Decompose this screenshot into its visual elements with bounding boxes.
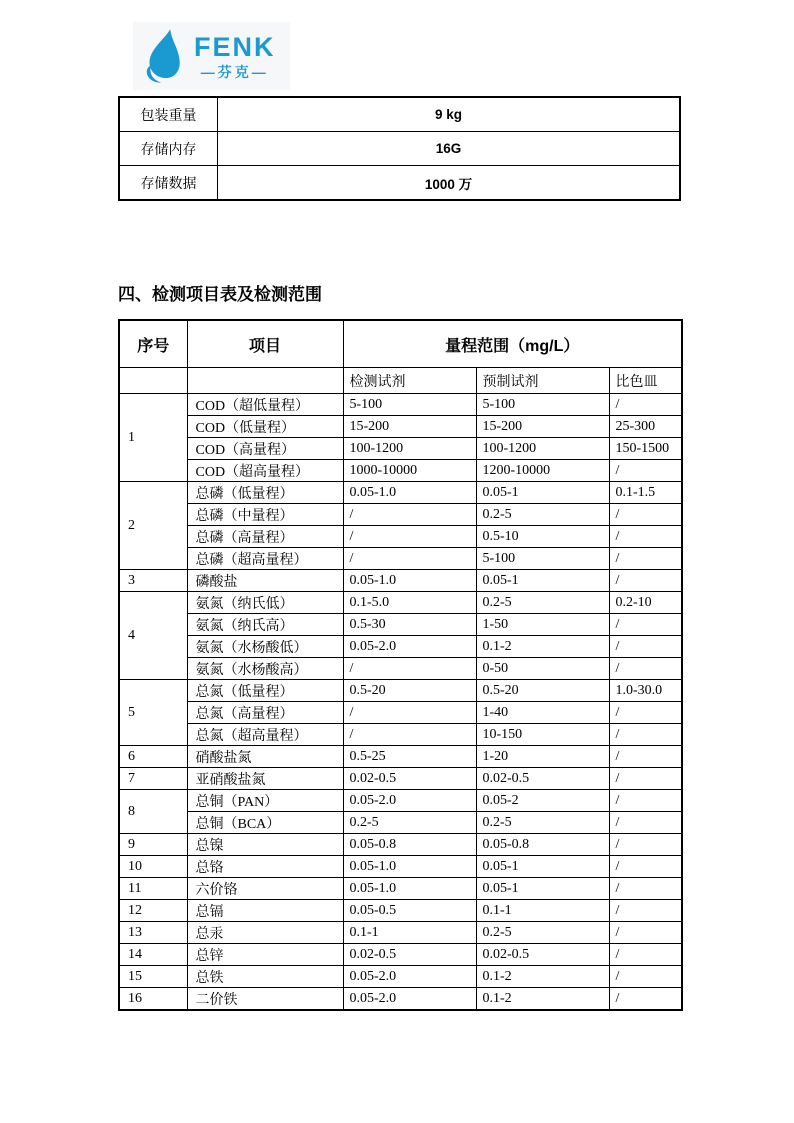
cell-cuvette-range: / bbox=[609, 790, 682, 812]
cell-serial-number: 7 bbox=[119, 768, 187, 790]
cell-serial-number: 4 bbox=[119, 592, 187, 680]
table-row bbox=[119, 636, 682, 658]
cell-serial-number: 12 bbox=[119, 900, 187, 922]
cell-reagent-range: 1000-10000 bbox=[343, 460, 476, 482]
cell-reagent-range: 0.2-5 bbox=[343, 812, 476, 834]
cell-premade-range: 0.1-1 bbox=[476, 900, 609, 922]
table-row bbox=[119, 526, 682, 548]
table-row bbox=[119, 614, 682, 636]
table-row bbox=[119, 680, 682, 702]
cell-item: 总氮（高量程） bbox=[187, 702, 343, 724]
cell-cuvette-range: / bbox=[609, 944, 682, 966]
cell-reagent-range: / bbox=[343, 504, 476, 526]
cell-cuvette-range: / bbox=[609, 394, 682, 416]
table-row bbox=[119, 97, 680, 132]
cell-reagent-range: 0.1-5.0 bbox=[343, 592, 476, 614]
cell-item: COD（超高量程） bbox=[187, 460, 343, 482]
cell-cuvette-range: / bbox=[609, 460, 682, 482]
cell-premade-range: 0.05-1 bbox=[476, 570, 609, 592]
table-row bbox=[119, 166, 680, 201]
cell-item: 氨氮（水杨酸高） bbox=[187, 658, 343, 680]
table-row bbox=[119, 416, 682, 438]
cell-reagent-range: 0.05-2.0 bbox=[343, 966, 476, 988]
cell-cuvette-range: / bbox=[609, 570, 682, 592]
cell-serial-number: 14 bbox=[119, 944, 187, 966]
cell-item: 亚硝酸盐氮 bbox=[187, 768, 343, 790]
cell-cuvette-range: / bbox=[609, 768, 682, 790]
cell-reagent-range: 0.05-1.0 bbox=[343, 570, 476, 592]
table-row bbox=[119, 790, 682, 812]
section-heading: 四、检测项目表及检测范围 bbox=[118, 285, 322, 304]
cell-reagent-range: / bbox=[343, 548, 476, 570]
cell-item: COD（超低量程） bbox=[187, 394, 343, 416]
cell-cuvette-range: / bbox=[609, 746, 682, 768]
cell-reagent-range: 100-1200 bbox=[343, 438, 476, 460]
cell-reagent-range: 15-200 bbox=[343, 416, 476, 438]
table-row bbox=[119, 834, 682, 856]
subheader-empty-cell bbox=[187, 368, 343, 394]
table-row bbox=[119, 394, 682, 416]
cell-premade-range: 0.1-2 bbox=[476, 636, 609, 658]
cell-premade-range: 0.02-0.5 bbox=[476, 944, 609, 966]
table-row bbox=[119, 504, 682, 526]
cell-cuvette-range: 0.1-1.5 bbox=[609, 482, 682, 504]
table-row bbox=[119, 702, 682, 724]
header-serial-number: 序号 bbox=[119, 320, 187, 368]
cell-item: 总汞 bbox=[187, 922, 343, 944]
cell-item: 硝酸盐氮 bbox=[187, 746, 343, 768]
spec-value: 16G bbox=[218, 132, 681, 166]
cell-item: 氨氮（水杨酸低） bbox=[187, 636, 343, 658]
cell-premade-range: 15-200 bbox=[476, 416, 609, 438]
spec-label: 包装重量 bbox=[119, 97, 218, 132]
cell-reagent-range: 0.5-30 bbox=[343, 614, 476, 636]
cell-premade-range: 1-20 bbox=[476, 746, 609, 768]
cell-item: 总镉 bbox=[187, 900, 343, 922]
cell-premade-range: 1-50 bbox=[476, 614, 609, 636]
brand-name-chinese: —芬克— bbox=[200, 63, 269, 80]
table-row bbox=[119, 878, 682, 900]
cell-item: 总磷（低量程） bbox=[187, 482, 343, 504]
table-row bbox=[119, 482, 682, 504]
table-row bbox=[119, 658, 682, 680]
cell-premade-range: 0.05-1 bbox=[476, 856, 609, 878]
cell-cuvette-range: / bbox=[609, 834, 682, 856]
cell-item: 总氮（低量程） bbox=[187, 680, 343, 702]
cell-premade-range: 5-100 bbox=[476, 394, 609, 416]
cell-reagent-range: 0.05-0.5 bbox=[343, 900, 476, 922]
cell-premade-range: 0.05-1 bbox=[476, 878, 609, 900]
cell-serial-number: 13 bbox=[119, 922, 187, 944]
cell-serial-number: 15 bbox=[119, 966, 187, 988]
cell-serial-number: 16 bbox=[119, 988, 187, 1011]
spec-value: 1000 万 bbox=[218, 166, 681, 201]
spec-table bbox=[118, 96, 681, 201]
table-row bbox=[119, 922, 682, 944]
cell-reagent-range: 0.05-2.0 bbox=[343, 790, 476, 812]
spec-label: 存储数据 bbox=[119, 166, 218, 201]
table-row bbox=[119, 438, 682, 460]
cell-serial-number: 2 bbox=[119, 482, 187, 570]
water-drop-icon bbox=[141, 27, 187, 85]
cell-serial-number: 10 bbox=[119, 856, 187, 878]
cell-item: COD（低量程） bbox=[187, 416, 343, 438]
cell-reagent-range: 0.05-2.0 bbox=[343, 636, 476, 658]
cell-cuvette-range: 1.0-30.0 bbox=[609, 680, 682, 702]
cell-item: 总铜（BCA） bbox=[187, 812, 343, 834]
table-row bbox=[119, 460, 682, 482]
table-row bbox=[119, 856, 682, 878]
cell-cuvette-range: / bbox=[609, 856, 682, 878]
cell-reagent-range: 0.05-1.0 bbox=[343, 856, 476, 878]
cell-item: 二价铁 bbox=[187, 988, 343, 1011]
cell-cuvette-range: / bbox=[609, 724, 682, 746]
cell-premade-range: 1200-10000 bbox=[476, 460, 609, 482]
cell-premade-range: 0.1-2 bbox=[476, 988, 609, 1011]
cell-reagent-range: 0.5-20 bbox=[343, 680, 476, 702]
cell-cuvette-range: / bbox=[609, 658, 682, 680]
detection-table-body bbox=[119, 394, 682, 1011]
cell-item: 总氮（超高量程） bbox=[187, 724, 343, 746]
cell-reagent-range: / bbox=[343, 702, 476, 724]
cell-premade-range: 0-50 bbox=[476, 658, 609, 680]
subheader-reagent: 检测试剂 bbox=[343, 368, 476, 394]
cell-premade-range: 100-1200 bbox=[476, 438, 609, 460]
table-row bbox=[119, 944, 682, 966]
cell-serial-number: 6 bbox=[119, 746, 187, 768]
spec-value: 9 kg bbox=[218, 97, 681, 132]
cell-serial-number: 1 bbox=[119, 394, 187, 482]
cell-serial-number: 9 bbox=[119, 834, 187, 856]
cell-item: 总铬 bbox=[187, 856, 343, 878]
cell-cuvette-range: / bbox=[609, 966, 682, 988]
cell-reagent-range: 0.5-25 bbox=[343, 746, 476, 768]
cell-premade-range: 0.1-2 bbox=[476, 966, 609, 988]
cell-cuvette-range: / bbox=[609, 636, 682, 658]
table-row bbox=[119, 900, 682, 922]
spec-label: 存储内存 bbox=[119, 132, 218, 166]
cell-item: 总铁 bbox=[187, 966, 343, 988]
table-row bbox=[119, 768, 682, 790]
header-item: 项目 bbox=[187, 320, 343, 368]
cell-item: 磷酸盐 bbox=[187, 570, 343, 592]
cell-reagent-range: / bbox=[343, 526, 476, 548]
table-row bbox=[119, 548, 682, 570]
cell-item: 六价铬 bbox=[187, 878, 343, 900]
table-row bbox=[119, 966, 682, 988]
cell-serial-number: 3 bbox=[119, 570, 187, 592]
cell-serial-number: 8 bbox=[119, 790, 187, 834]
cell-premade-range: 10-150 bbox=[476, 724, 609, 746]
cell-premade-range: 0.2-5 bbox=[476, 812, 609, 834]
cell-premade-range: 0.05-1 bbox=[476, 482, 609, 504]
cell-reagent-range: 0.05-1.0 bbox=[343, 878, 476, 900]
detection-table bbox=[118, 319, 683, 1011]
cell-premade-range: 0.5-20 bbox=[476, 680, 609, 702]
table-row bbox=[119, 812, 682, 834]
cell-premade-range: 0.02-0.5 bbox=[476, 768, 609, 790]
cell-reagent-range: 0.02-0.5 bbox=[343, 768, 476, 790]
table-subheader-row bbox=[119, 368, 682, 394]
cell-cuvette-range: / bbox=[609, 526, 682, 548]
cell-item: 总磷（超高量程） bbox=[187, 548, 343, 570]
table-row bbox=[119, 988, 682, 1011]
cell-item: 总铜（PAN） bbox=[187, 790, 343, 812]
cell-cuvette-range: / bbox=[609, 504, 682, 526]
cell-item: 氨氮（纳氏高） bbox=[187, 614, 343, 636]
cell-item: 总锌 bbox=[187, 944, 343, 966]
logo-text bbox=[194, 31, 276, 80]
cell-reagent-range: / bbox=[343, 724, 476, 746]
cell-item: 总磷（高量程） bbox=[187, 526, 343, 548]
cell-cuvette-range: / bbox=[609, 812, 682, 834]
subheader-empty-cell bbox=[119, 368, 187, 394]
brand-name: FENK bbox=[194, 31, 276, 62]
cell-reagent-range: 5-100 bbox=[343, 394, 476, 416]
cell-cuvette-range: 150-1500 bbox=[609, 438, 682, 460]
cell-cuvette-range: / bbox=[609, 548, 682, 570]
cell-cuvette-range: / bbox=[609, 900, 682, 922]
subheader-cuvette: 比色皿 bbox=[609, 368, 682, 394]
cell-cuvette-range: / bbox=[609, 878, 682, 900]
cell-reagent-range: 0.02-0.5 bbox=[343, 944, 476, 966]
cell-serial-number: 11 bbox=[119, 878, 187, 900]
table-header-row bbox=[119, 320, 682, 368]
cell-reagent-range: 0.05-1.0 bbox=[343, 482, 476, 504]
cell-cuvette-range: / bbox=[609, 922, 682, 944]
cell-reagent-range: 0.1-1 bbox=[343, 922, 476, 944]
cell-cuvette-range: / bbox=[609, 614, 682, 636]
cell-premade-range: 0.05-2 bbox=[476, 790, 609, 812]
cell-cuvette-range: 0.2-10 bbox=[609, 592, 682, 614]
subheader-premade: 预制试剂 bbox=[476, 368, 609, 394]
cell-item: 氨氮（纳氏低） bbox=[187, 592, 343, 614]
cell-item: 总镍 bbox=[187, 834, 343, 856]
cell-reagent-range: 0.05-0.8 bbox=[343, 834, 476, 856]
table-row bbox=[119, 724, 682, 746]
cell-reagent-range: / bbox=[343, 658, 476, 680]
table-row bbox=[119, 132, 680, 166]
table-row bbox=[119, 746, 682, 768]
header-range-group: 量程范围（mg/L） bbox=[343, 320, 682, 368]
cell-serial-number: 5 bbox=[119, 680, 187, 746]
cell-premade-range: 0.2-5 bbox=[476, 504, 609, 526]
fenk-logo bbox=[133, 22, 290, 90]
cell-premade-range: 5-100 bbox=[476, 548, 609, 570]
cell-cuvette-range: 25-300 bbox=[609, 416, 682, 438]
cell-cuvette-range: / bbox=[609, 702, 682, 724]
cell-reagent-range: 0.05-2.0 bbox=[343, 988, 476, 1011]
table-row bbox=[119, 570, 682, 592]
cell-cuvette-range: / bbox=[609, 988, 682, 1011]
cell-item: 总磷（中量程） bbox=[187, 504, 343, 526]
cell-premade-range: 0.05-0.8 bbox=[476, 834, 609, 856]
cell-premade-range: 0.2-5 bbox=[476, 592, 609, 614]
cell-premade-range: 0.5-10 bbox=[476, 526, 609, 548]
cell-premade-range: 0.2-5 bbox=[476, 922, 609, 944]
table-row bbox=[119, 592, 682, 614]
cell-premade-range: 1-40 bbox=[476, 702, 609, 724]
cell-item: COD（高量程） bbox=[187, 438, 343, 460]
